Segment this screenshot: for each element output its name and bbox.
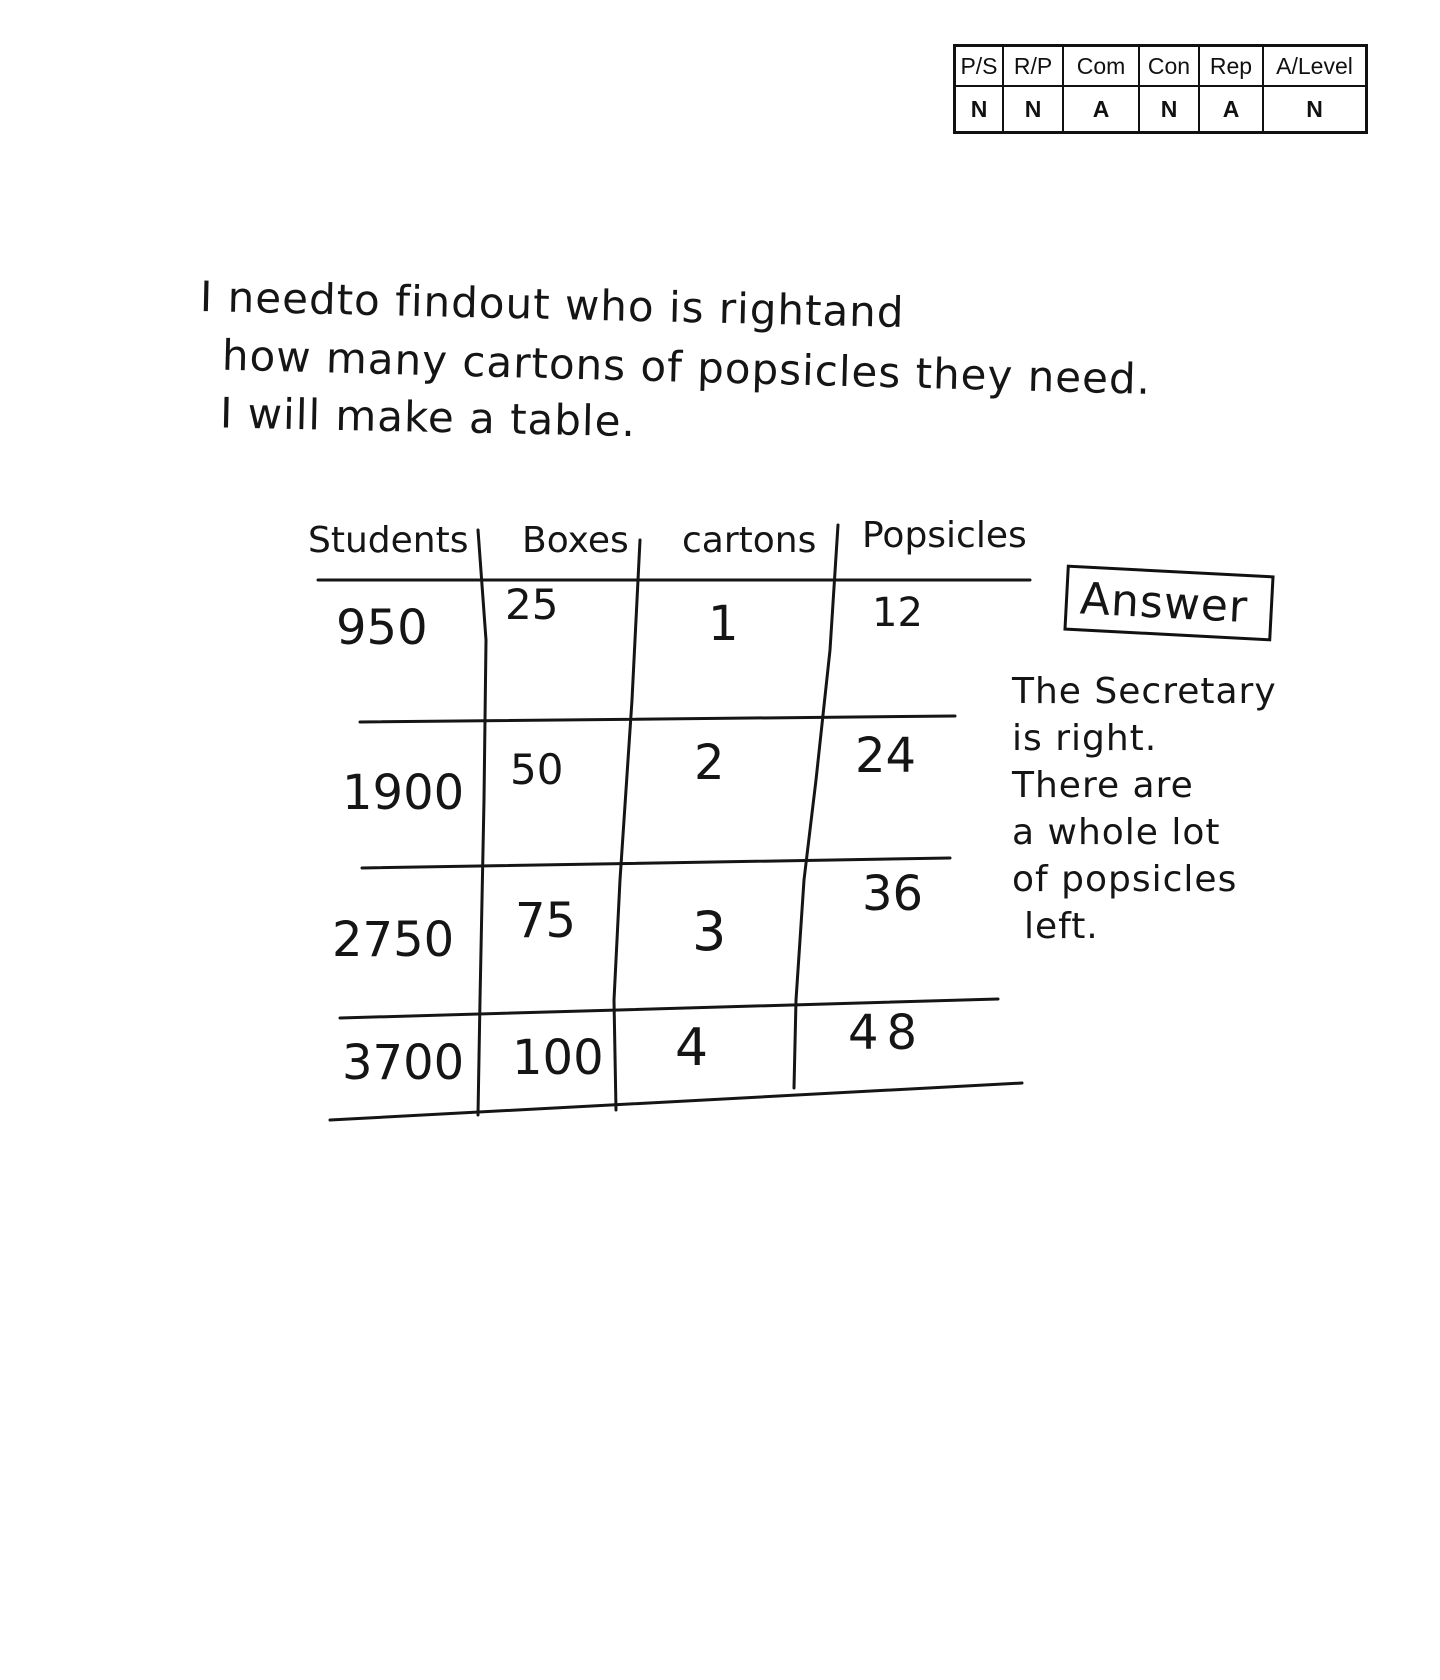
table-cell-students-3: 2750: [332, 912, 455, 968]
answer-line-2: is right.: [1012, 718, 1158, 759]
rubric-score-com: A: [1063, 86, 1139, 133]
table-header-cartons: cartons: [682, 520, 817, 561]
rubric-score-alevel: N: [1263, 86, 1367, 133]
rubric-score-con: N: [1139, 86, 1199, 133]
table-cell-students-2: 1900: [342, 765, 465, 821]
intro-line-3: I will make a table.: [219, 388, 637, 447]
table-cell-popsicles-3: 36: [862, 866, 924, 922]
table-cell-cartons-4: 4: [675, 1018, 709, 1078]
table-cell-students-4: 3700: [342, 1035, 465, 1091]
table-cell-cartons-3: 3: [692, 900, 727, 963]
table-cell-cartons-1: 1: [708, 596, 739, 652]
table-cell-boxes-1: 25: [505, 580, 559, 629]
rubric-score-ps: N: [955, 86, 1004, 133]
rubric-header-rep: Rep: [1199, 46, 1263, 87]
table-cell-popsicles-2: 24: [855, 728, 917, 784]
rubric-header-ps: P/S: [955, 46, 1004, 87]
table-header-boxes: Boxes: [522, 520, 629, 561]
table-col-divider-2: [614, 540, 640, 1110]
answer-label-box: [1063, 565, 1274, 642]
answer-line-6: left.: [1024, 906, 1099, 947]
table-cell-popsicles-4: 48: [848, 1005, 926, 1061]
rubric-header-com: Com: [1063, 46, 1139, 87]
table-header-popsicles: Popsicles: [862, 515, 1027, 556]
intro-line-1: I needto findout who is rightand: [199, 272, 906, 337]
table-header-students: Students: [308, 520, 469, 561]
answer-line-4: a whole lot: [1012, 812, 1221, 853]
rubric-header-con: Con: [1139, 46, 1199, 87]
table-cell-boxes-2: 50: [510, 745, 564, 794]
table-cell-boxes-4: 100: [512, 1030, 604, 1086]
table-cell-popsicles-1: 12: [872, 590, 923, 636]
table-col-divider-1: [478, 530, 486, 1115]
answer-line-1: The Secretary: [1012, 671, 1277, 712]
table-rule-row1: [360, 716, 955, 722]
answer-label: Answer: [1078, 573, 1250, 634]
intro-line-2: how many cartons of popsicles they need.: [221, 330, 1152, 404]
answer-line-5: of popsicles: [1012, 859, 1238, 900]
table-cell-students-1: 950: [336, 600, 428, 656]
table-cell-boxes-3: 75: [515, 893, 577, 949]
answer-line-3: There are: [1012, 765, 1194, 806]
table-cell-cartons-2: 2: [694, 735, 725, 791]
rubric-score-rep: A: [1199, 86, 1263, 133]
answer-text: [1012, 668, 1312, 950]
rubric-header-alevel: A/Level: [1263, 46, 1367, 87]
rubric-header-rp: R/P: [1003, 46, 1063, 87]
rubric-score-rp: N: [1003, 86, 1063, 133]
